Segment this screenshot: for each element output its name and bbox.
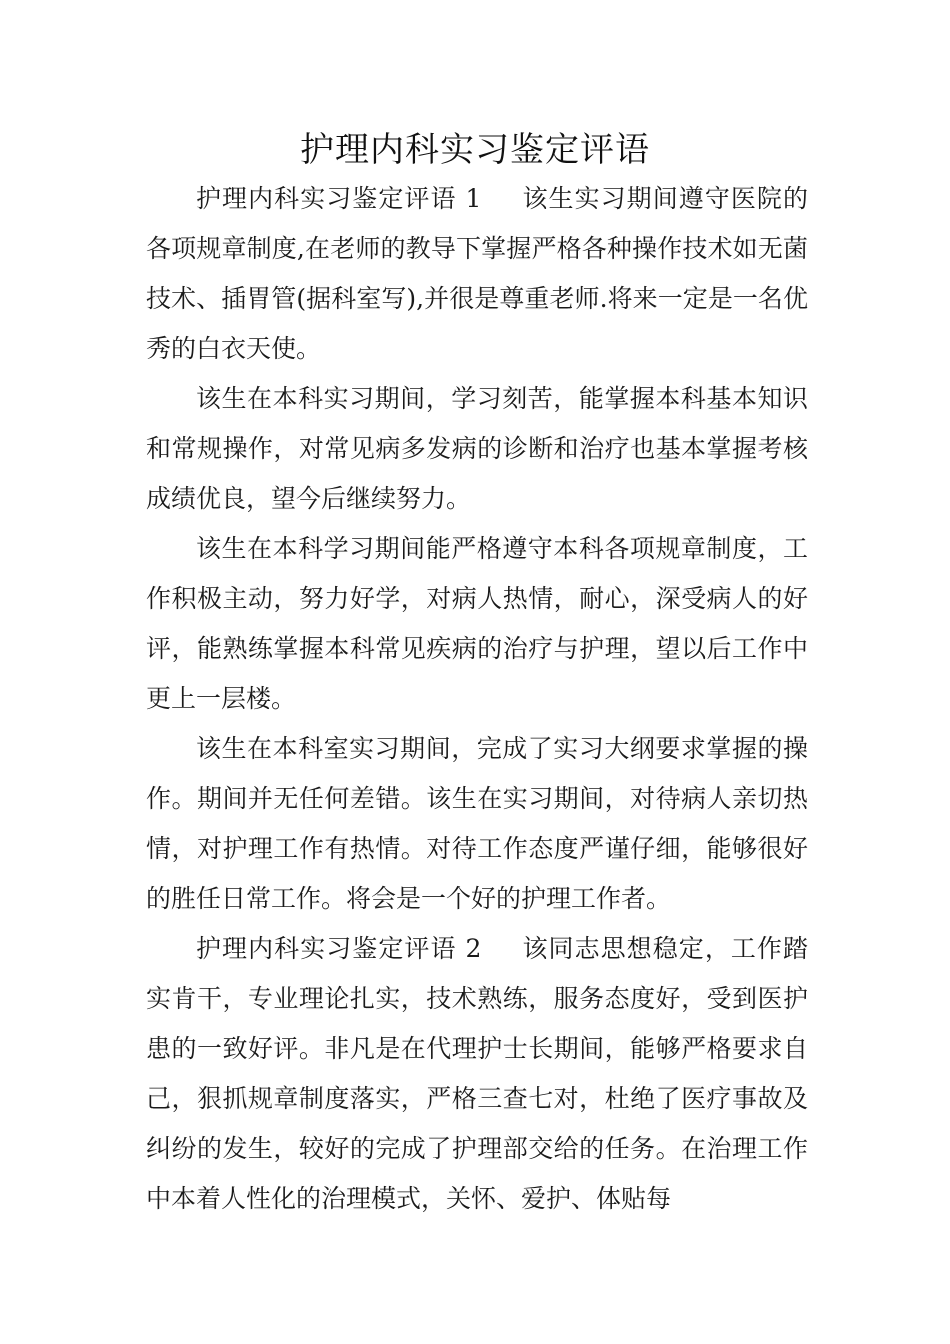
paragraph-4	[146, 724, 808, 924]
paragraph-heading: 护理内科实习鉴定评语 1	[196, 184, 482, 213]
paragraph-heading: 护理内科实习鉴定评语 2	[196, 934, 482, 963]
paragraph-text: 该生在本科室实习期间，完成了实习大纲要求掌握的操作。期间并无任何差错。该生在实习期间，对待病人亲切热情，对护理工作有热情。对待工作态度严谨仔细，能够很好的胜任日常工作。将会是一个好的护理工作者。	[146, 734, 808, 913]
paragraph-1	[146, 174, 808, 374]
paragraph-text: 该生实习期间遵守医院的各项规章制度,在老师的教导下掌握严格各种操作技术如无菌技术、插胃管(据科室写),并很是尊重老师.将来一定是一名优秀的白衣天使。	[146, 184, 808, 363]
paragraph-text: 该生在本科学习期间能严格遵守本科各项规章制度，工作积极主动，努力好学，对病人热情，耐心，深受病人的好评，能熟练掌握本科常见疾病的治疗与护理，望以后工作中更上一层楼。	[146, 534, 808, 713]
document-body	[146, 174, 808, 1224]
paragraph-text: 该生在本科实习期间，学习刻苦，能掌握本科基本知识和常规操作，对常见病多发病的诊断和治疗也基本掌握考核成绩优良，望今后继续努力。	[146, 384, 808, 513]
paragraph-text: 该同志思想稳定，工作踏实肯干，专业理论扎实，技术熟练，服务态度好，受到医护患的一致好评。非凡是在代理护士长期间，能够严格要求自己，狠抓规章制度落实，严格三查七对，杜绝了医疗事故及纠纷的发生，较好的完成了护理部交给的任务。在治理工作中本着人性化的治理模式，关怀、爱护、体贴每	[146, 934, 808, 1213]
paragraph-3	[146, 524, 808, 724]
paragraph-2	[146, 374, 808, 524]
paragraph-5	[146, 924, 808, 1224]
document-title: 护理内科实习鉴定评语	[300, 130, 650, 170]
